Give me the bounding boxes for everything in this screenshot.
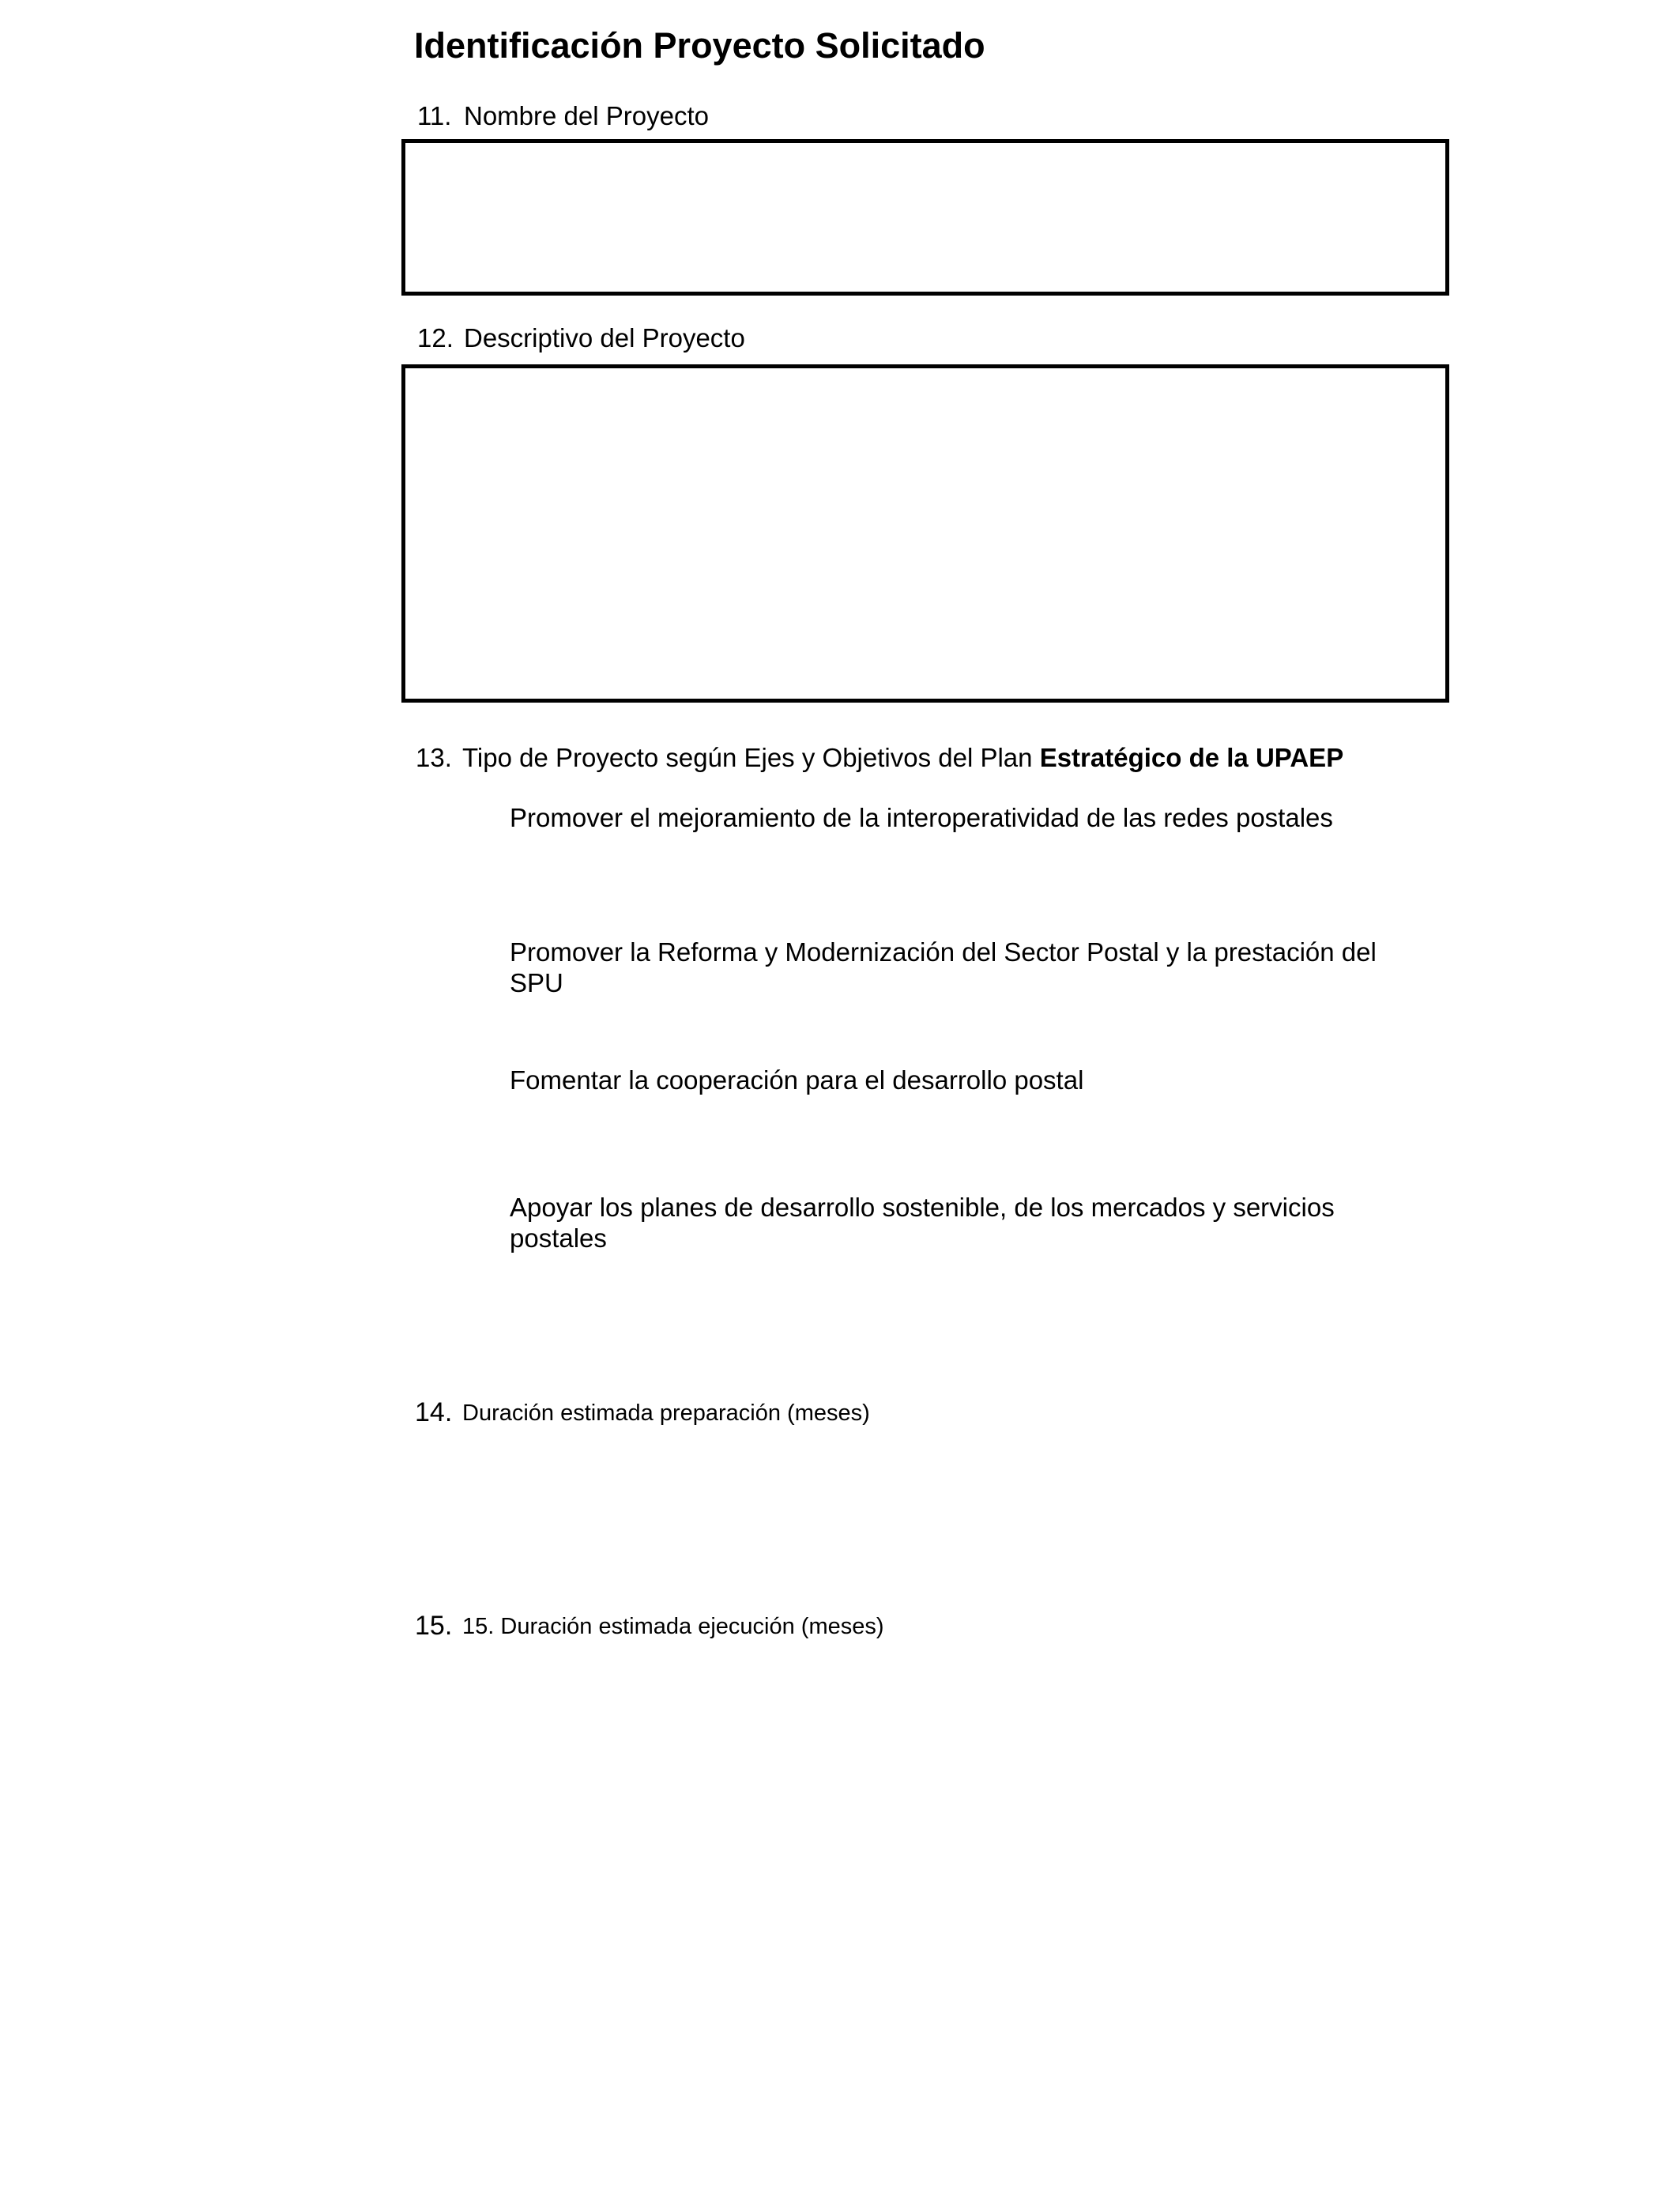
- q15-number: 15.: [415, 1611, 453, 1641]
- objective-1-line1: Promover el mejoramiento de la interoperatividad de las redes postales: [510, 803, 1333, 832]
- q14-number: 14.: [415, 1397, 453, 1427]
- objective-option-1[interactable]: [510, 802, 1403, 833]
- project-name-field[interactable]: [401, 139, 1449, 296]
- objective-2-line2: SPU: [510, 968, 563, 997]
- section-title: Identificación Proyecto Solicitado: [414, 25, 985, 66]
- objective-option-2[interactable]: [510, 937, 1403, 998]
- q11-number: 11.: [417, 101, 452, 130]
- objective-4-line2: postales: [510, 1223, 607, 1253]
- objective-3-line1: Fomentar la cooperación para el desarrollo postal: [510, 1065, 1084, 1095]
- objective-option-3[interactable]: [510, 1065, 1403, 1095]
- q12-label: Descriptivo del Proyecto: [464, 323, 745, 352]
- q13-number: 13.: [416, 743, 452, 772]
- q13-label-text: Tipo de Proyecto según Ejes y Objetivos del Plan: [462, 743, 1040, 772]
- objective-option-4[interactable]: [510, 1192, 1403, 1253]
- q15-label: 15. Duración estimada ejecución (meses): [462, 1614, 884, 1639]
- execution-duration-field[interactable]: [462, 1652, 1450, 1778]
- q13-label-bold: Estratégico de la UPAEP: [1039, 743, 1344, 772]
- objective-4-line1: Apoyar los planes de desarrollo sostenible, de los mercados y servicios: [510, 1193, 1335, 1222]
- objective-2-line1: Promover la Reforma y Modernización del Sector Postal y la prestación del: [510, 937, 1377, 967]
- q11-label: Nombre del Proyecto: [464, 101, 709, 130]
- project-description-field[interactable]: [401, 364, 1449, 703]
- q12-number: 12.: [417, 323, 454, 352]
- q13-label: [462, 743, 1343, 773]
- preparation-duration-field[interactable]: [462, 1438, 1450, 1565]
- q14-label: Duración estimada preparación (meses): [462, 1400, 870, 1426]
